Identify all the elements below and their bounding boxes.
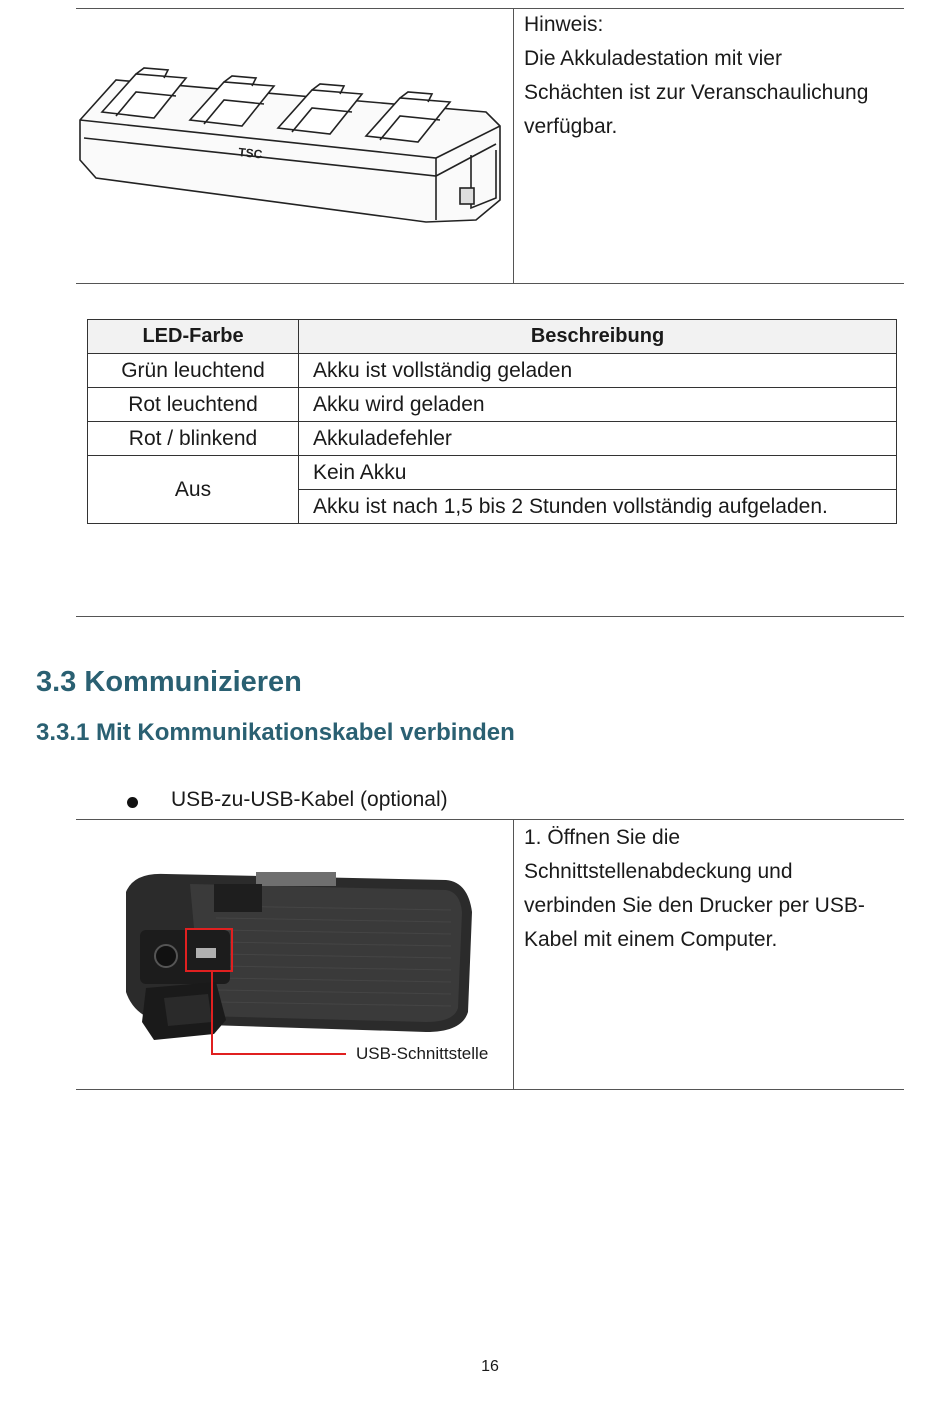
bottom-table-bottom-border <box>76 1089 904 1090</box>
bullet-icon <box>127 797 138 808</box>
step-line: 1. Öffnen Sie die <box>524 826 681 849</box>
printer-usb-port-photo <box>106 862 506 1072</box>
step-text <box>524 821 865 957</box>
cell-description: Akkuladefehler <box>299 422 897 456</box>
step-line: Schnittstellenabdeckung und <box>524 860 793 883</box>
top-table-divider <box>513 8 514 284</box>
bullet-text: USB-zu-USB-Kabel (optional) <box>171 788 448 811</box>
cell-led-color: Rot leuchtend <box>88 388 299 422</box>
table-row <box>88 456 897 490</box>
table-row <box>88 354 897 388</box>
step-line: Kabel mit einem Computer. <box>524 928 778 951</box>
table-row <box>88 422 897 456</box>
usb-port-callout-label: USB-Schnittstelle <box>356 1044 489 1063</box>
note-line: Die Akkuladestation mit vier <box>524 47 782 70</box>
charging-station-illustration <box>76 60 508 225</box>
top-note <box>524 8 868 144</box>
page-number: 16 <box>481 1358 499 1375</box>
note-line: Schächten ist zur Veranschaulichung <box>524 81 869 104</box>
note-line: verfügbar. <box>524 115 618 138</box>
step-line: verbinden Sie den Drucker per USB- <box>524 894 865 917</box>
charger-logo-text: TSC <box>237 145 264 162</box>
charger-image <box>76 60 508 225</box>
table-row <box>88 388 897 422</box>
table-header-row <box>88 320 897 354</box>
top-table-bottom-border <box>76 283 904 284</box>
cell-led-color: Aus <box>88 456 299 524</box>
cell-description: Akku ist vollständig geladen <box>299 354 897 388</box>
printer-image <box>106 862 506 1072</box>
cell-description: Akku ist nach 1,5 bis 2 Stunden vollständig aufgeladen. <box>299 490 897 524</box>
section-divider <box>76 616 904 617</box>
cell-description: Akku wird geladen <box>299 388 897 422</box>
cell-led-color: Rot / blinkend <box>88 422 299 456</box>
cell-description: Kein Akku <box>299 456 897 490</box>
note-label: Hinweis: <box>524 13 604 36</box>
bottom-table-divider <box>513 819 514 1089</box>
bottom-table-top-border <box>76 819 904 820</box>
section-heading: 3.3 Kommunizieren <box>36 666 302 698</box>
subsection-heading: 3.3.1 Mit Kommunikationskabel verbinden <box>36 719 515 746</box>
led-status-table <box>87 319 897 524</box>
header-led-color: LED-Farbe <box>88 320 299 354</box>
header-description: Beschreibung <box>299 320 897 354</box>
cell-led-color: Grün leuchtend <box>88 354 299 388</box>
